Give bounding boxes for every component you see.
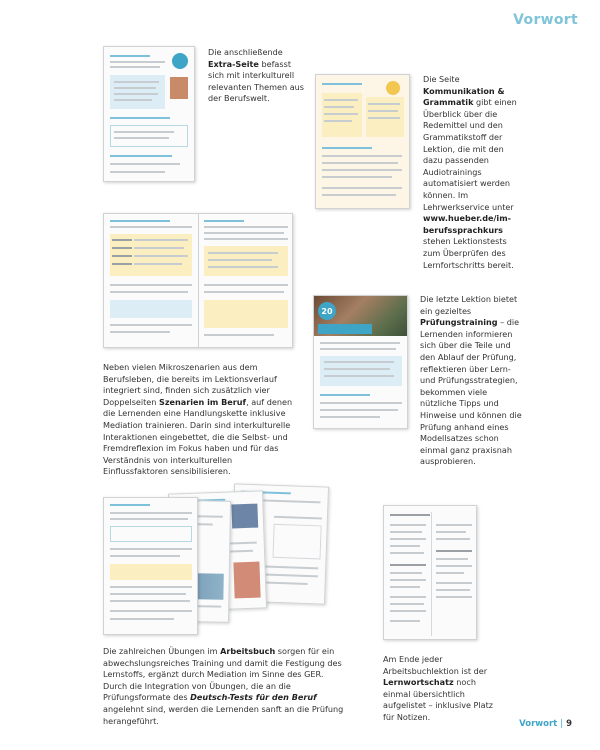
thumbnail-kommunikation-grammatik	[315, 74, 410, 209]
thumbnail-arbeitsbuch-page-1	[103, 497, 198, 635]
page-number: 9	[566, 719, 572, 729]
thumbnail-lernwortschatz	[383, 505, 477, 640]
page-footer	[519, 719, 572, 729]
thumbnail-szenarien-im-beruf	[103, 213, 293, 348]
thumbnail-pruefungstraining	[313, 295, 408, 429]
footer-label: Vorwort	[519, 719, 558, 729]
text-kommunikation-grammatik: Die Seite Kommunikation & Grammatik gibt einen Überblick über die Redemittel und den Grammatikstoff der Lektion, die mit den dazu passenden Audiotrainings automatisiert werden können. Im Lehrwerkservice unter www.hueber.de/im-berufssprachkurs stehen Lektionstests zum Überprüfen des Lernfortschritts bereit.	[423, 74, 517, 270]
text-szenarien: Neben vielen Mikroszenarien aus dem Berufsleben, die bereits im Lektionsverlauf integriert sind, finden sich zusätzlich vier Doppelseiten Szenarien im Beruf, auf denen die Lernenden eine Handlungskette inklusive Mediation trainieren. Darin sind interkulturelle Interaktionen eingebettet, die die Selbst- und Fremdreflexion im Fokus haben und für das Verständnis von interkulturellen Einflussfaktoren sensibilisieren.	[103, 362, 293, 477]
text-arbeitsbuch: Die zahlreichen Übungen im Arbeitsbuch sorgen für ein abwechslungsreiches Training und damit die Festigung des Lernstoffs, ergänzt durch Mediation im Sinne des GER. Durch die Integration von Übungen, die an die Prüfungsformate des Deutsch-Tests für den Beruf angelehnt sind, werden die Lernenden sanft an die Prüfung herangeführt.	[103, 646, 344, 726]
text-pruefungstraining: Die letzte Lektion bietet ein gezieltes Prüfungstraining – die Lernenden informieren sich über die Teile und den Ablauf der Prüfung, reflektieren über Lern- und Prüfungsstrategien, bekommen viele nützliche Tipps und Hinweise und können die Prüfung anhand eines Modellsatzes schon einmal ganz praxisnah ausprobieren.	[420, 294, 522, 467]
thumbnail-extra-seite	[103, 46, 195, 182]
text-lernwortschatz: Am Ende jeder Arbeitsbuchlektion ist der Lernwortschatz noch einmal übersichtlich aufgelistet – inklusive Platz für Notizen.	[383, 654, 494, 722]
page-header-title: Vorwort	[513, 12, 578, 28]
footer-separator: |	[560, 719, 564, 729]
pruefung-badge: 20	[318, 302, 336, 320]
text-extra-seite: Die anschließende Extra-Seite befasst sich mit interkulturell relevanten Themen aus der Berufswelt.	[208, 47, 305, 104]
